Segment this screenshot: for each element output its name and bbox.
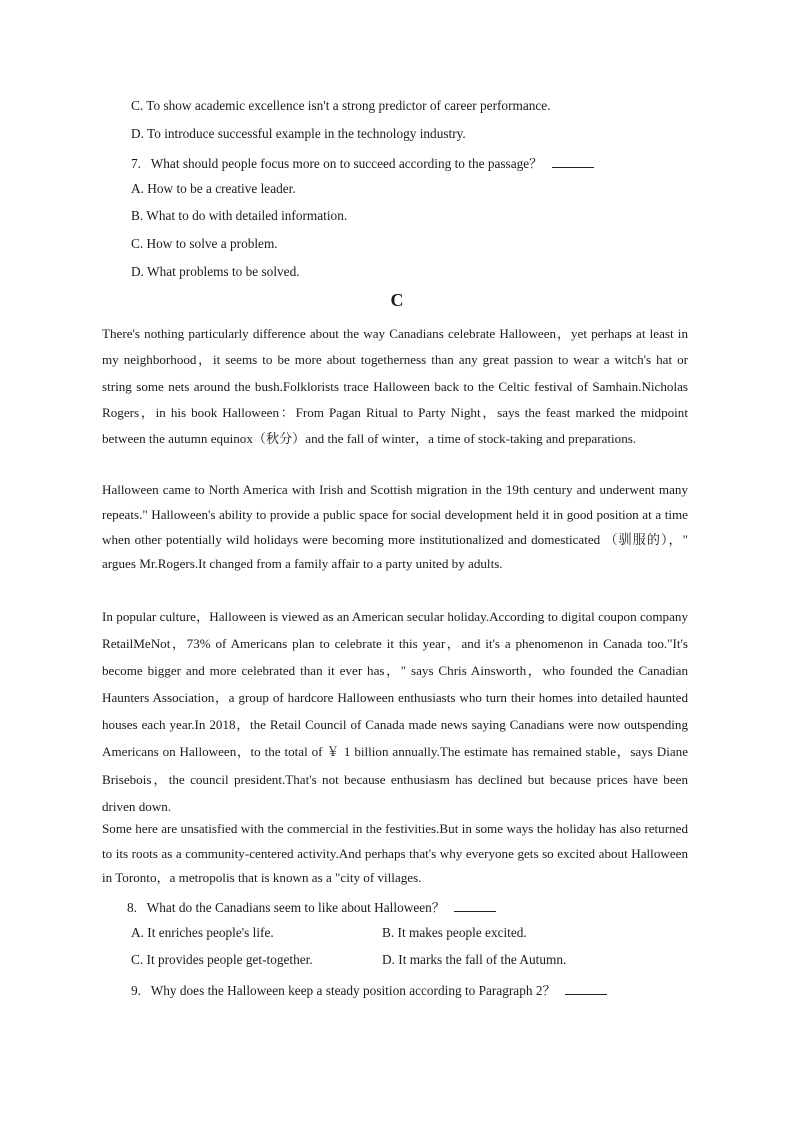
q7-option-b: B. What to do with detailed information. — [131, 208, 348, 223]
q7-stem: 7. What should people focus more on to succeed according to the passage？ — [131, 153, 594, 172]
q8-option-c: C. It provides people get-together. — [131, 952, 313, 967]
q8-option-a: A. It enriches people's life. — [131, 925, 274, 940]
passage-paragraph-1: There's nothing particularly difference about the way Canadians celebrate Halloween，yet perhaps at least in my neighborhood，it seems to be more about togetherness than any great passion to wear a witch's hat or string some nets around the bush.Folklorists trace Halloween back to the Celtic festival of Samhain.Nicholas Rogers，in his book Halloween：From Pagan Ritual to Party Night，says the feast marked the midpoint between the autumn equinox（秋分）and the fall of winter，a time of stock-taking and preparations. — [102, 326, 688, 447]
passage-paragraph-2: Halloween came to North America with Irish and Scottish migration in the 19th century and underwent many repeats." Halloween's ability to provide a public space for social development held it in good position at a time when other potentially wild holidays were becoming more institutionalized and domesticated （驯服的），" argues Mr.Rogers.It changed from a family affair to a party united by adults. — [102, 482, 688, 572]
answer-blank — [565, 993, 607, 995]
passage-paragraph-3: In popular culture，Halloween is viewed as an American secular holiday.According to digital coupon company RetailMeNot，73% of Americans plan to celebrate it this year，and it's a phenomenon in Canada too."It's become bigger and more celebrated than it ever has，" says Chris Ainsworth，who founded the Canadian Haunters Association，a group of hardcore Halloween enthusiasts who turn their homes into detailed haunted houses each year.In 2018，the Retail Council of Canada made news saying Canadians were now outspending Americans on Halloween，to the total of ￥ 1 billion annually.The estimate has remained stable，says Diane Brisebois，the council president.That's not because enthusiasm has declined but because prices have been driven down. — [102, 609, 688, 814]
q8-stem: 8. What do the Canadians seem to like about Halloween？ — [127, 897, 496, 916]
answer-blank — [552, 166, 594, 168]
q7-option-c: C. How to solve a problem. — [131, 236, 278, 251]
q8-option-b: B. It makes people excited. — [382, 925, 527, 940]
q6-option-c: C. To show academic excellence isn't a strong predictor of career performance. — [131, 98, 551, 113]
section-title: C — [390, 290, 404, 310]
q7-option-d: D. What problems to be solved. — [131, 264, 300, 279]
answer-blank — [454, 910, 496, 912]
q9-stem: 9. Why does the Halloween keep a steady position according to Paragraph 2？ — [131, 980, 607, 999]
q7-option-a: A. How to be a creative leader. — [131, 181, 296, 196]
q6-option-d: D. To introduce successful example in the technology industry. — [131, 126, 466, 141]
passage-paragraph-4: Some here are unsatisfied with the commercial in the festivities.But in some ways the holiday has also returned to its roots as a community-centered activity.And perhaps that's why everyone gets so excited about Halloween in Toronto，a metropolis that is known as a "city of villages. — [102, 821, 688, 885]
q8-option-d: D. It marks the fall of the Autumn. — [382, 952, 567, 967]
